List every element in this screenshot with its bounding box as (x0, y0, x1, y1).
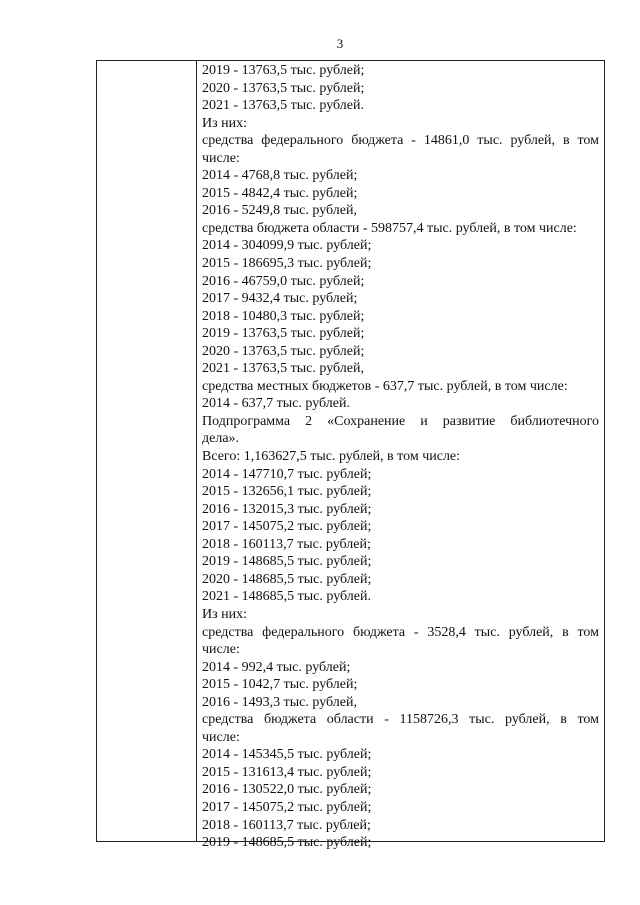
text-line: 2021 - 148685,5 тыс. рублей. (202, 589, 371, 605)
text-line: средства местных бюджетов - 637,7 тыс. рублей, в том числе: (202, 378, 568, 394)
text-line: 2019 - 13763,5 тыс. рублей; (202, 326, 365, 342)
text-line: средства федерального бюджета - 3528,4 тыс. рублей, в том (202, 624, 599, 640)
text-line: 2021 - 13763,5 тыс. рублей. (202, 98, 364, 114)
text-line: Из них: (202, 606, 248, 622)
text-line: 2019 - 148685,5 тыс. рублей; (202, 554, 372, 570)
text-line: 2018 - 10480,3 тыс. рублей; (202, 308, 365, 324)
text-line: 2014 - 637,7 тыс. рублей. (202, 396, 350, 412)
text-line: 2017 - 145075,2 тыс. рублей; (202, 799, 372, 815)
text-line: 2015 - 132656,1 тыс. рублей; (202, 484, 372, 500)
text-line: 2016 - 130522,0 тыс. рублей; (202, 782, 372, 798)
document-table (96, 60, 605, 851)
text-line: 2016 - 46759,0 тыс. рублей; (202, 273, 365, 289)
text-line: числе: (202, 729, 240, 745)
text-line: 2014 - 992,4 тыс. рублей; (202, 659, 351, 675)
text-line: 2018 - 160113,7 тыс. рублей; (202, 536, 371, 552)
text-line: дела». (202, 431, 240, 447)
text-line: средства бюджета области - 1158726,3 тыс. рублей, в том (202, 712, 599, 728)
text-line: 2019 - 13763,5 тыс. рублей; (202, 63, 365, 78)
table-left-cell (97, 61, 197, 841)
page-number: 3 (336, 36, 344, 51)
text-line: 2017 - 145075,2 тыс. рублей; (202, 519, 372, 535)
text-line: 2015 - 4842,4 тыс. рублей; (202, 185, 358, 201)
text-line: средства федерального бюджета - 14861,0 тыс. рублей, в том (202, 133, 599, 149)
text-line: Из них: (202, 115, 248, 131)
text-line: 2015 - 131613,4 тыс. рублей; (202, 764, 372, 780)
text-line: 2014 - 145345,5 тыс. рублей; (202, 747, 372, 763)
text-line: 2016 - 1493,3 тыс. рублей, (202, 694, 357, 710)
text-line: 2014 - 147710,7 тыс. рублей; (202, 466, 372, 482)
text-line: 2015 - 186695,3 тыс. рублей; (202, 256, 372, 272)
text-line: числе: (202, 150, 240, 166)
text-line: 2016 - 132015,3 тыс. рублей; (202, 501, 372, 517)
text-line: 2019 - 148685,5 тыс. рублей; (202, 835, 372, 851)
text-line: 2016 - 5249,8 тыс. рублей, (202, 203, 357, 219)
text-line: 2018 - 160113,7 тыс. рублей; (202, 817, 371, 833)
text-line: числе: (202, 642, 240, 658)
text-line: 2021 - 13763,5 тыс. рублей, (202, 361, 364, 377)
text-line: Всего: 1,163627,5 тыс. рублей, в том числе: (202, 449, 461, 465)
text-line: 2020 - 13763,5 тыс. рублей; (202, 343, 365, 359)
text-line: 2017 - 9432,4 тыс. рублей; (202, 291, 358, 307)
text-line: 2015 - 1042,7 тыс. рублей; (202, 677, 358, 693)
text-line: Подпрограмма 2 «Сохранение и развитие библиотечного (202, 413, 599, 429)
text-line: 2020 - 148685,5 тыс. рублей; (202, 571, 372, 587)
text-line: средства бюджета области - 598757,4 тыс. рублей, в том числе: (202, 220, 577, 236)
text-line: 2014 - 4768,8 тыс. рублей; (202, 168, 358, 184)
text-line: 2014 - 304099,9 тыс. рублей; (202, 238, 372, 254)
text-line: 2020 - 13763,5 тыс. рублей; (202, 80, 365, 96)
table-right-cell (202, 62, 599, 852)
